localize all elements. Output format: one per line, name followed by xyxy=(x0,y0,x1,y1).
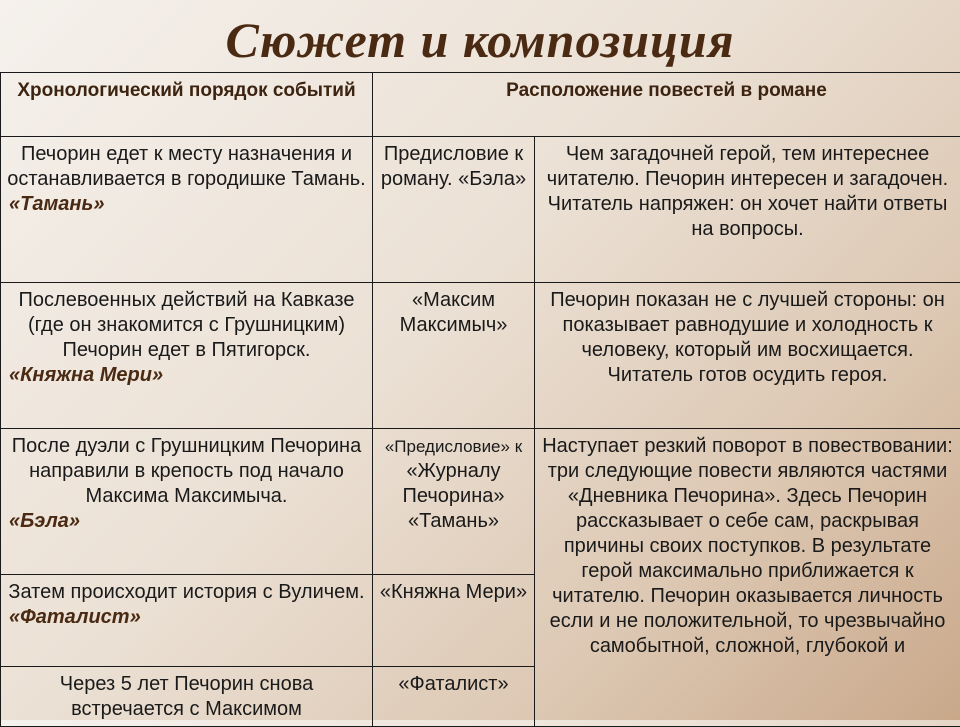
header-arrangement: Расположение повестей в романе xyxy=(373,73,960,137)
comment-cell: Печорин показан не с лучшей стороны: он показывает равнодушие и холодность к человеку, который им восхищается. Читатель готов осудить героя. xyxy=(535,283,960,429)
plot-table xyxy=(0,72,960,727)
event-cell xyxy=(1,575,373,667)
position-text-part1: «Предисловие» к xyxy=(379,434,528,459)
page-title: Сюжет и композиция xyxy=(0,10,960,70)
comment-cell: Чем загадочней герой, тем интереснее читателю. Печорин интересен и загадочен. Читатель напряжен: он хочет найти ответы на вопросы. xyxy=(535,137,960,283)
table-row xyxy=(1,429,960,575)
comment-cell: Наступает резкий поворот в повествовании: три следующие повести являются частями «Дневника Печорина». Здесь Печорин рассказывает о себе сам, раскрывая причины своих поступков. В результате герой максимально приближается к читателю. Печорин оказывается личность если и не положительной, то чрезвычайно самобытной, сложной, глубокой и xyxy=(535,429,960,727)
position-cell: Предисловие к роману. «Бэла» xyxy=(373,137,535,283)
event-text: Через 5 лет Печорин снова встречается с Максимом xyxy=(60,673,313,720)
story-name: «Бэла» xyxy=(7,509,366,534)
story-name: «Княжна Мери» xyxy=(7,363,366,388)
story-name: «Фаталист» xyxy=(7,605,366,630)
event-text: После дуэли с Грушницким Печорина направили в крепость под начало Максима Максимыча. xyxy=(12,435,361,507)
story-name: «Тамань» xyxy=(7,192,366,217)
table-header-row xyxy=(1,73,960,137)
header-chronological: Хронологический порядок событий xyxy=(1,73,373,137)
event-cell xyxy=(1,137,373,283)
position-cell: «Максим Максимыч» xyxy=(373,283,535,429)
event-text: Послевоенных действий на Кавказе (где он знакомится с Грушницким) Печорин едет в Пятигорск. xyxy=(19,289,355,361)
event-cell xyxy=(1,667,373,727)
table-row xyxy=(1,283,960,429)
event-cell xyxy=(1,429,373,575)
position-text-part2: «Журналу Печорина» «Тамань» xyxy=(379,459,528,534)
event-text: Затем происходит история с Вуличем. xyxy=(8,581,364,603)
event-cell xyxy=(1,283,373,429)
event-text: Печорин едет к месту назначения и останавливается в городишке Тамань. xyxy=(7,143,366,190)
position-cell: «Княжна Мери» xyxy=(373,575,535,667)
position-cell: «Фаталист» xyxy=(373,667,535,727)
position-cell xyxy=(373,429,535,575)
table-row xyxy=(1,137,960,283)
